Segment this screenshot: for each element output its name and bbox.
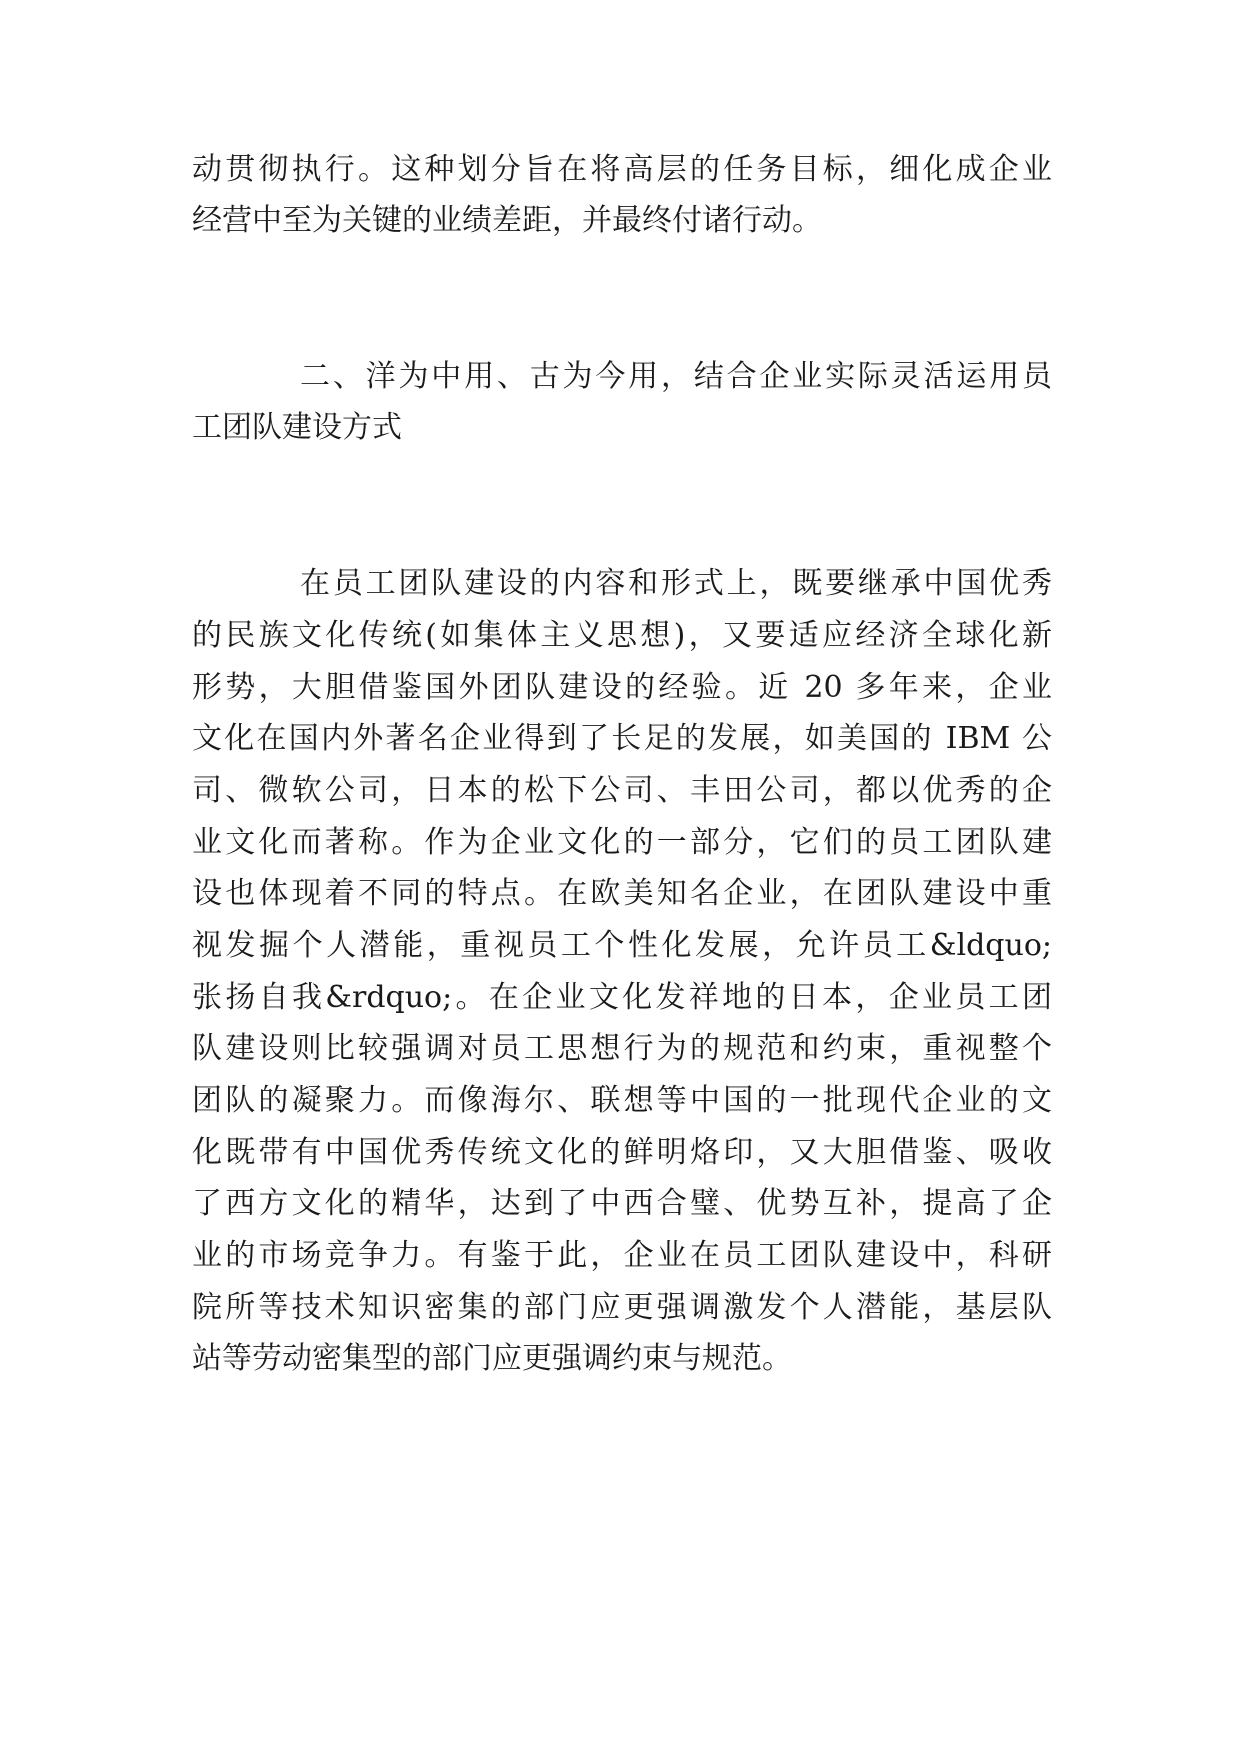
text-line: 业的市场竞争力。有鉴于此，企业在员工团队建设中，科研: [192, 1238, 1052, 1273]
heading-line: 工团队建设方式: [192, 410, 402, 445]
text-line: 经营中至为关键的业绩差距，并最终付诸行动。: [192, 203, 822, 238]
text-line: 形势，大胆借鉴国外团队建设的经验。近 20 多年来，企业: [192, 670, 1052, 705]
text-line: 团队的凝聚力。而像海尔、联想等中国的一批现代企业的文: [192, 1083, 1052, 1118]
text-line: 动贯彻执行。这种划分旨在将高层的任务目标，细化成企业: [192, 152, 1052, 187]
text-line: 了西方文化的精华，达到了中西合璧、优势互补，提高了企: [192, 1186, 1052, 1221]
text-line: 文化在国内外著名企业得到了长足的发展，如美国的 IBM 公: [192, 721, 1052, 756]
text-line: 站等劳动密集型的部门应更强调约束与规范。: [192, 1341, 792, 1376]
text-line: 的民族文化传统(如集体主义思想)，又要适应经济全球化新: [192, 618, 1052, 653]
text-line: 业文化而著称。作为企业文化的一部分，它们的员工团队建: [192, 825, 1052, 860]
text-line: 张扬自我&rdquo;。在企业文化发祥地的日本，企业员工团: [192, 980, 1052, 1015]
text-line: 视发掘个人潜能，重视员工个性化发展，允许员工&ldquo;: [192, 928, 1052, 963]
heading-line: 二、洋为中用、古为今用，结合企业实际灵活运用员: [300, 359, 1052, 394]
text-line: 在员工团队建设的内容和形式上，既要继承中国优秀: [300, 566, 1052, 601]
text-line: 司、微软公司，日本的松下公司、丰田公司，都以优秀的企: [192, 773, 1052, 808]
text-line: 设也体现着不同的特点。在欧美知名企业，在团队建设中重: [192, 876, 1052, 911]
text-line: 院所等技术知识密集的部门应更强调激发个人潜能，基层队: [192, 1290, 1052, 1325]
text-line: 队建设则比较强调对员工思想行为的规范和约束，重视整个: [192, 1031, 1052, 1066]
text-line: 化既带有中国优秀传统文化的鲜明烙印，又大胆借鉴、吸收: [192, 1135, 1052, 1170]
